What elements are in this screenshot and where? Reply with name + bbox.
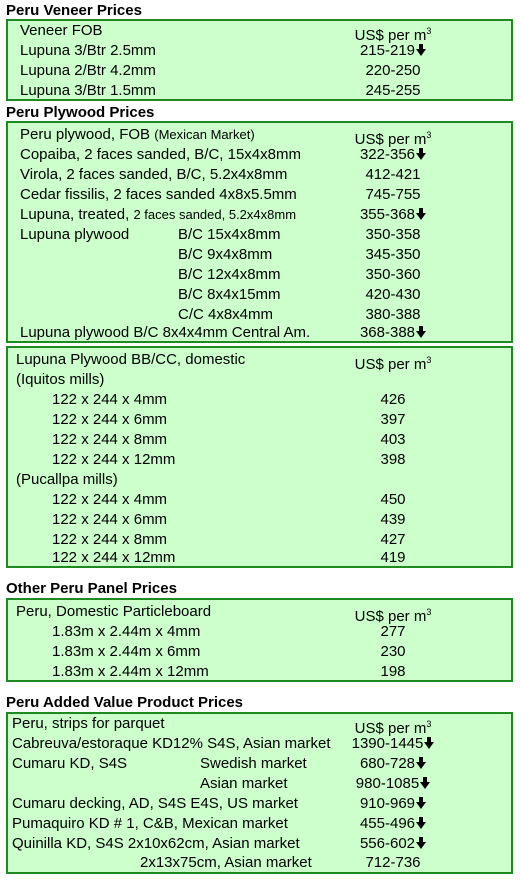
table-row [8,754,511,774]
table-row [8,834,511,854]
price-value: 397 [380,411,406,428]
table-row [8,490,511,510]
table-row [8,814,511,834]
price-value: 980-1085 [318,774,468,794]
domestic-plywood-table [6,346,513,568]
group-row [8,370,511,390]
down-arrow-icon [416,757,426,769]
size-label: 122 x 244 x 8mm [52,531,168,548]
price-value: 745-755 [365,186,421,203]
down-arrow-icon [416,837,426,849]
price-value: 245-255 [365,82,421,99]
price-value: 712-736 [365,854,421,871]
down-arrow-icon [416,326,426,338]
veneer-unit-header: US$ per $m^3$ [354,26,432,44]
panel-header-row [8,602,511,625]
plywood-section-title: Peru Plywood Prices [6,104,155,121]
price-value: 220-250 [365,62,421,79]
size-label: 1.83m x 2.44m x 12mm [52,663,209,680]
table-row [8,245,511,265]
table-row [8,305,511,325]
table-row [8,225,511,245]
veneer-section-title: Peru Veneer Prices [6,2,142,19]
plywood-header-label: Peru plywood, FOB (Mexican Market) [20,126,255,143]
table-row [8,41,511,61]
product-label: Pumaquiro KD # 1, C&B, Mexican market [12,815,288,832]
price-value: 455-496 [318,814,468,834]
price-value: 368-388 [318,323,468,343]
product-label: Lupuna 3/Btr 2.5mm [20,42,156,59]
table-row [8,390,511,410]
product-label: Lupuna plywood [20,226,130,243]
price-value: 680-728 [318,754,468,774]
size-label: 122 x 244 x 4mm [52,491,168,508]
plywood-price-table [6,121,513,343]
table-row [8,145,511,165]
table-row [8,642,511,662]
veneer-price-table [6,19,513,101]
added-value-section-title: Peru Added Value Product Prices [6,694,244,711]
table-row [8,185,511,205]
table-row [8,430,511,450]
price-value: 412-421 [365,166,421,183]
table-row [8,81,511,101]
added-unit-header: US$ per $m^3$ [354,719,432,737]
plywood-header-row [8,125,511,148]
grade-label: B/C 12x4x8mm [178,266,281,283]
product-label: Cabreuva/estoraque KD12% S4S, Asian market [12,735,331,752]
domestic-header-row [8,350,511,373]
price-value: 350-360 [365,266,421,283]
price-value: 556-602 [318,834,468,854]
price-value: 215-219 [318,41,468,61]
table-row [8,265,511,285]
added-header-label: Peru, strips for parquet [12,715,165,732]
price-value: 380-388 [365,306,421,323]
price-value: 420-430 [365,286,421,303]
table-row [8,450,511,470]
table-row [8,410,511,430]
table-row [8,662,511,682]
down-arrow-icon [416,797,426,809]
price-value: 350-358 [365,226,421,243]
price-value: 426 [380,391,406,408]
table-row [8,548,511,568]
product-label: Lupuna 2/Btr 4.2mm [20,62,156,79]
grade-label: B/C 9x4x8mm [178,246,273,263]
table-row [8,853,511,873]
mill-group-label: (Iquitos mills) [16,371,105,388]
size-label: 1.83m x 2.44m x 4mm [52,623,201,640]
table-row [8,734,511,754]
product-label: Virola, 2 faces sanded, B/C, 5.2x4x8mm [20,166,288,183]
product-sublabel: 2x13x75cm, Asian market [140,854,312,871]
added-header-row [8,714,511,737]
size-label: 122 x 244 x 8mm [52,431,168,448]
price-value: 277 [380,623,406,640]
grade-label: B/C 8x4x15mm [178,286,281,303]
product-label: Lupuna, treated, 2 faces sanded, 5.2x4x8mm [20,206,297,223]
table-row [8,165,511,185]
market-label: Swedish market [200,755,307,772]
table-row [8,205,511,225]
group-row [8,470,511,490]
veneer-header-row [8,21,511,44]
panel-price-table [6,598,513,682]
down-arrow-icon [416,208,426,220]
price-value: 230 [380,643,406,660]
product-label: Quinilla KD, S4S 2x10x62cm, Asian market [12,835,300,852]
table-row [8,285,511,305]
table-row [8,622,511,642]
size-label: 1.83m x 2.44m x 6mm [52,643,201,660]
table-row [8,774,511,794]
down-arrow-icon [424,737,434,749]
domestic-unit-header: US$ per $m^3$ [354,355,432,373]
table-row [8,61,511,81]
added-value-price-table [6,712,513,874]
product-label: Lupuna plywood B/C 8x4x4mm Central Am. [20,324,311,341]
product-label: Cumaru decking, AD, S4S E4S, US market [12,795,298,812]
product-label: Copaiba, 2 faces sanded, B/C, 15x4x8mm [20,146,301,163]
down-arrow-icon [416,817,426,829]
size-label: 122 x 244 x 4mm [52,391,168,408]
product-label: Lupuna 3/Btr 1.5mm [20,82,156,99]
size-label: 122 x 244 x 6mm [52,411,168,428]
price-value: 427 [380,531,406,548]
size-label: 122 x 244 x 12mm [52,549,176,566]
grade-label: B/C 15x4x8mm [178,226,281,243]
mill-group-label: (Pucallpa mills) [16,471,118,488]
price-value: 1390-1445 [318,734,468,754]
price-value: 398 [380,451,406,468]
table-row [8,510,511,530]
price-value: 403 [380,431,406,448]
price-value: 355-368 [318,205,468,225]
grade-label: C/C 4x8x4mm [178,306,274,323]
panel-section-title: Other Peru Panel Prices [6,580,177,597]
plywood-unit-header: US$ per $m^3$ [354,130,432,148]
price-value: 345-350 [365,246,421,263]
price-value: 322-356 [318,145,468,165]
table-row [8,323,511,343]
veneer-header-label: Veneer FOB [20,22,103,39]
panel-header-label: Peru, Domestic Particleboard [16,603,212,620]
price-value: 910-969 [318,794,468,814]
table-row [8,794,511,814]
market-label: Asian market [200,775,288,792]
down-arrow-icon [420,777,430,789]
down-arrow-icon [416,148,426,160]
panel-unit-header: US$ per $m^3$ [354,607,432,625]
down-arrow-icon [416,44,426,56]
size-label: 122 x 244 x 12mm [52,451,176,468]
domestic-header-label: Lupuna Plywood BB/CC, domestic [16,351,246,368]
price-value: 439 [380,511,406,528]
price-value: 419 [380,549,406,566]
size-label: 122 x 244 x 6mm [52,511,168,528]
table-row [8,530,511,550]
product-label: Cedar fissilis, 2 faces sanded 4x8x5.5mm [20,186,297,203]
product-label: Cumaru KD, S4S [12,755,128,772]
price-value: 450 [380,491,406,508]
price-value: 198 [380,663,406,680]
